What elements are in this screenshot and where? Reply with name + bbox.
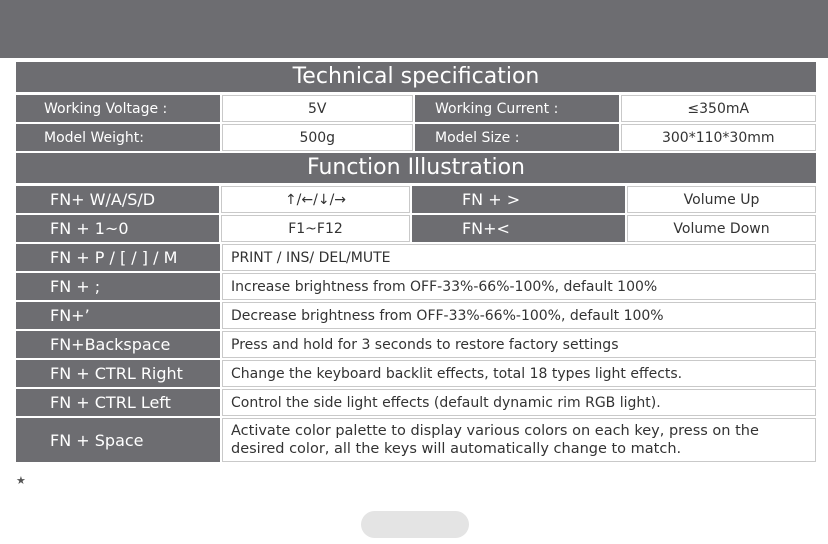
function-row xyxy=(16,418,816,462)
function-desc: ↑/←/↓/→ xyxy=(221,186,410,213)
spec-title: Technical specification xyxy=(16,62,816,92)
function-desc: Press and hold for 3 seconds to restore factory settings xyxy=(222,331,816,358)
function-desc: PRINT / INS/ DEL/MUTE xyxy=(222,244,816,271)
spec-row xyxy=(16,124,816,151)
function-key: FN + P / [ / ] / M xyxy=(16,244,220,271)
function-row xyxy=(16,331,816,358)
function-key: FN + > xyxy=(412,186,625,213)
function-row xyxy=(16,389,816,416)
function-row xyxy=(16,302,816,329)
function-key: FN + ; xyxy=(16,273,220,300)
function-key: FN + CTRL Right xyxy=(16,360,220,387)
function-key: FN+< xyxy=(412,215,625,242)
top-banner xyxy=(0,0,828,58)
function-key: FN+Backspace xyxy=(16,331,220,358)
function-desc: Increase brightness from OFF-33%-66%-100%, default 100% xyxy=(222,273,816,300)
star-icon: ★ xyxy=(16,474,26,487)
function-key: FN + Space xyxy=(16,418,220,462)
function-desc: Decrease brightness from OFF-33%-66%-100%, default 100% xyxy=(222,302,816,329)
function-key: FN+ W/A/S/D xyxy=(16,186,219,213)
function-key: FN+’ xyxy=(16,302,220,329)
spec-sheet xyxy=(16,62,816,464)
function-desc: Volume Down xyxy=(627,215,816,242)
function-row xyxy=(16,360,816,387)
function-title: Function Illustration xyxy=(16,153,816,183)
function-desc: F1~F12 xyxy=(221,215,410,242)
function-row xyxy=(16,186,816,213)
spec-value: 500g xyxy=(222,124,414,151)
slider-pill[interactable] xyxy=(361,511,469,538)
function-desc: Change the keyboard backlit effects, total 18 types light effects. xyxy=(222,360,816,387)
spec-label: Model Size : xyxy=(415,124,619,151)
function-key: FN + 1~0 xyxy=(16,215,219,242)
spec-value: 5V xyxy=(222,95,414,122)
spec-label: Working Current : xyxy=(415,95,619,122)
function-desc: Activate color palette to display various colors on each key, press on the desired color, all the keys will automatically change to match. xyxy=(222,418,816,462)
spec-value: ≤350mA xyxy=(621,95,816,122)
spec-label: Working Voltage : xyxy=(16,95,220,122)
function-desc: Control the side light effects (default dynamic rim RGB light). xyxy=(222,389,816,416)
function-key: FN + CTRL Left xyxy=(16,389,220,416)
spec-label: Model Weight: xyxy=(16,124,220,151)
spec-row xyxy=(16,95,816,122)
function-desc: Volume Up xyxy=(627,186,816,213)
spec-value: 300*110*30mm xyxy=(621,124,816,151)
function-row xyxy=(16,215,816,242)
function-row xyxy=(16,273,816,300)
function-row xyxy=(16,244,816,271)
